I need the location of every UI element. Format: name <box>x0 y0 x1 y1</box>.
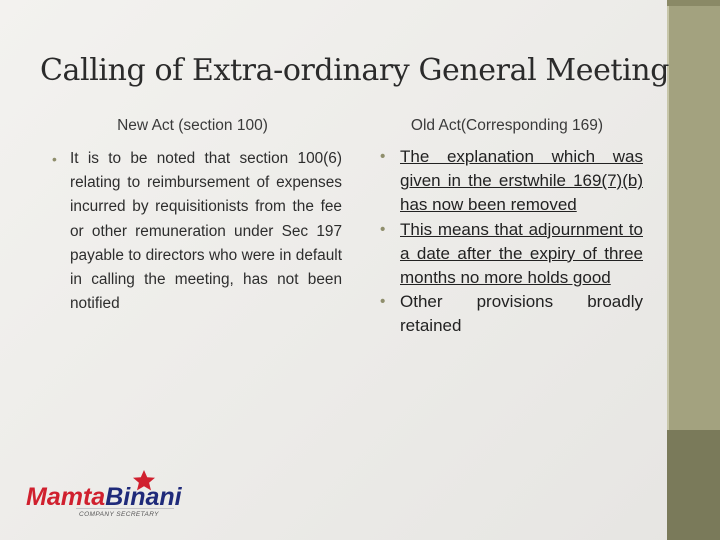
bullet-icon: • <box>52 151 57 167</box>
bullet-icon: • <box>380 293 386 311</box>
left-bullet-list <box>52 147 342 316</box>
bullet-text: This means that adjournment to a date after the expiry of three months no more holds good <box>400 219 643 288</box>
list-item <box>380 290 643 338</box>
band-top-segment <box>667 0 720 6</box>
logo-tagline: COMPANY SECRETARY <box>79 511 159 518</box>
bullet-text: Other provisions broadly retained <box>400 292 643 336</box>
list-item <box>52 147 342 316</box>
right-bullet-list <box>380 145 643 339</box>
left-column-heading: New Act (section 100) <box>117 117 268 134</box>
bullet-icon: • <box>380 148 386 165</box>
company-logo <box>24 468 214 520</box>
band-bottom-segment <box>667 430 720 540</box>
list-item <box>380 218 643 291</box>
bullet-text: It is to be noted that section 100(6) relating to reimbursement of expenses incurred by requisitionists from the fee or other remuneration under Sec 197 payable to directors who were in default in calling the meeting, has not been notified <box>70 150 342 313</box>
bullet-icon: • <box>380 220 386 238</box>
logo-wordmark <box>26 483 183 511</box>
right-column-heading: Old Act(Corresponding 169) <box>410 117 604 134</box>
logo-brand-part2: Binani <box>105 483 182 511</box>
logo-brand-part1: Mamta <box>26 483 106 511</box>
slide-title: Calling of Extra-ordinary General Meeting <box>40 53 670 88</box>
list-item <box>380 145 643 218</box>
side-decoration-band <box>667 0 720 540</box>
bullet-text: The explanation which was given in the erstwhile 169(7)(b) has now been removed <box>400 147 643 215</box>
